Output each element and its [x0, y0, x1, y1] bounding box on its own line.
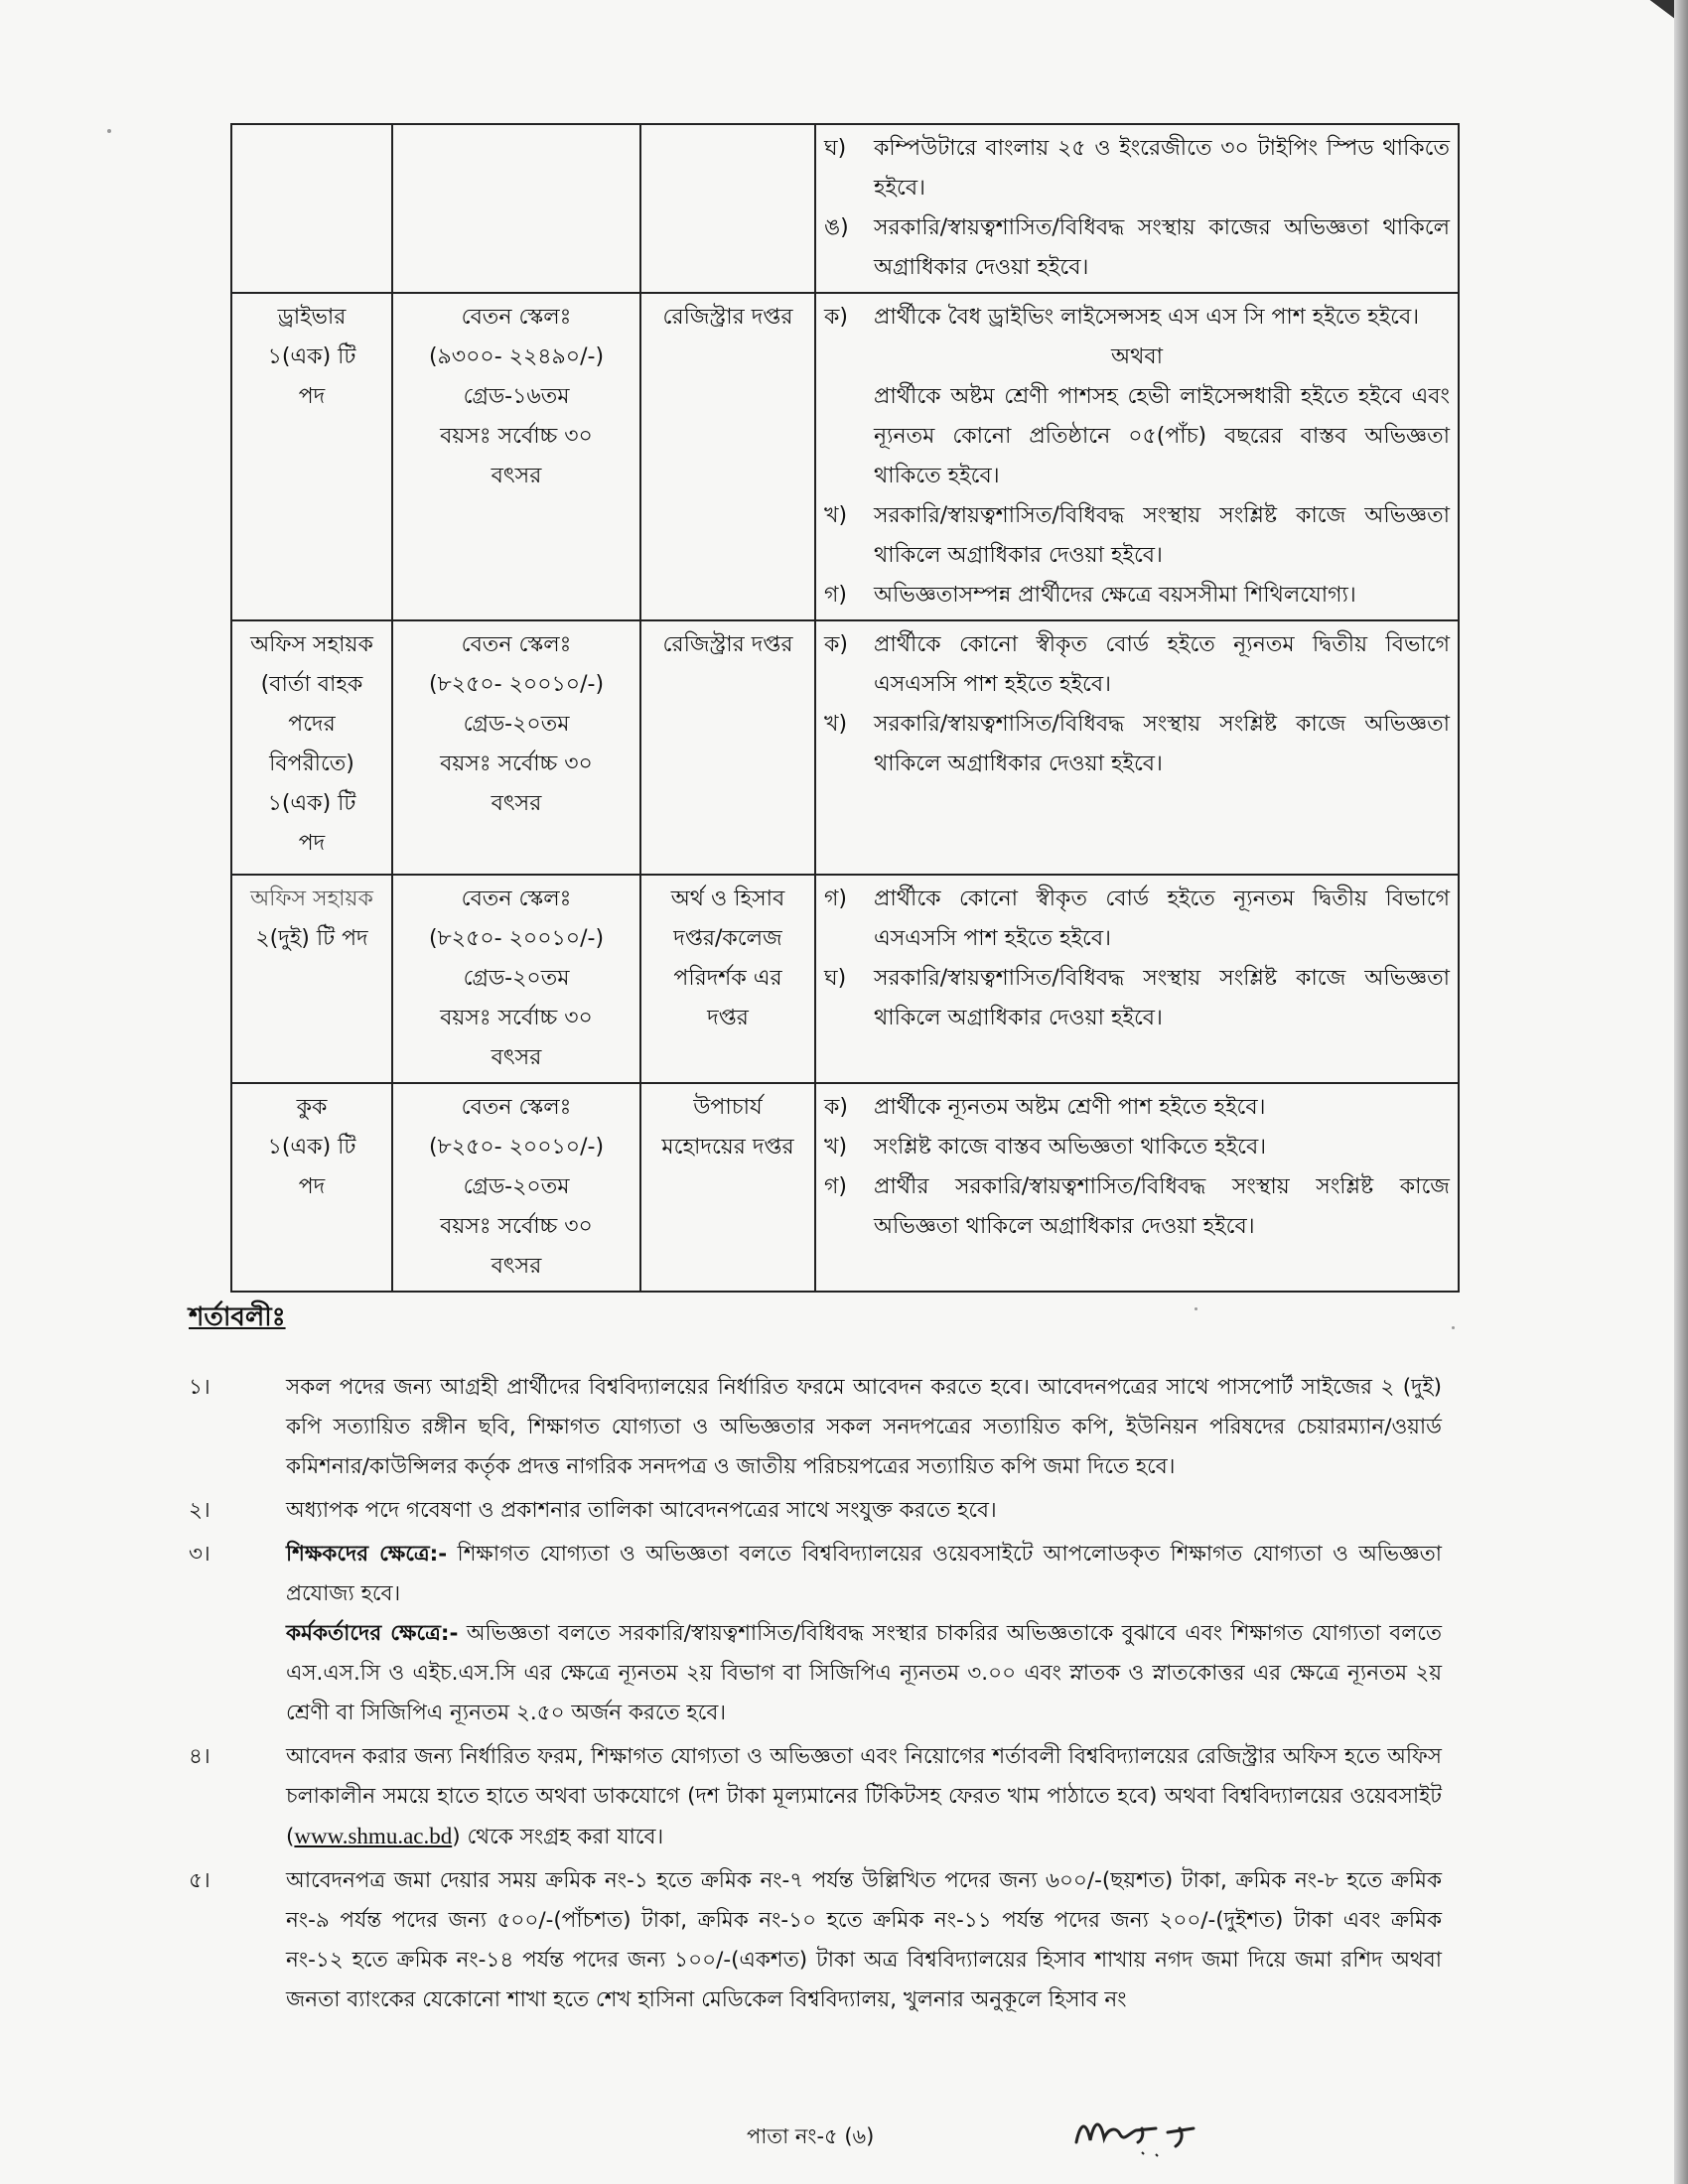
- requirement-marker: ঘ): [824, 136, 847, 161]
- term-text: [286, 1737, 1442, 1857]
- requirement-marker: ঙ): [824, 215, 849, 240]
- pay-scale-cell-line: বয়সঃ সর্বোচ্চ ৩০: [440, 424, 593, 449]
- post-name-cell: [231, 620, 392, 875]
- pay-scale-cell-line: বেতন স্কেলঃ: [461, 887, 572, 911]
- office-cell: [640, 124, 815, 293]
- page-number: পাতা নং-৫ (৬): [747, 2124, 875, 2148]
- post-name-cell: [231, 875, 392, 1083]
- post-name-cell-line: (বার্তা বাহক: [260, 672, 363, 697]
- post-name-cell-line: ২(দুই) টি পদ: [255, 926, 368, 951]
- pay-scale-cell-line: (৯৩০০- ২২৪৯০/-): [428, 344, 605, 369]
- post-name-cell-line: ১(এক) টি: [267, 791, 356, 816]
- office-cell-line: দপ্তর: [707, 1006, 749, 1030]
- post-name-cell-line: পদ: [298, 1174, 326, 1199]
- requirements-cell: [815, 293, 1459, 620]
- post-name-cell: [231, 1083, 392, 1292]
- office-cell-line: রেজিস্ট্রার দপ্তর: [662, 632, 793, 657]
- teachers-clause: [286, 1535, 1442, 1614]
- pay-scale-cell: [392, 875, 640, 1083]
- pay-scale-cell-line: বেতন স্কেলঃ: [461, 632, 572, 657]
- requirement-text: অভিজ্ঞতাসম্পন্ন প্রার্থীদের ক্ষেত্রে বয়সসীমা শিথিলযোগ্য।: [874, 583, 1356, 608]
- office-cell-line: মহোদয়ের দপ্তর: [661, 1135, 794, 1160]
- post-name-cell-line: অফিস সহায়ক: [250, 632, 373, 657]
- post-name-cell-line: ১(এক) টি: [267, 344, 356, 369]
- post-name-cell-line: পদ: [298, 384, 326, 409]
- post-row: [231, 124, 1459, 293]
- requirement-text: সংশ্লিষ্ট কাজে বাস্তব অভিজ্ঞতা থাকিতে হইবে।: [874, 1135, 1267, 1160]
- requirement-text: প্রার্থীকে কোনো স্বীকৃত বোর্ড হইতে ন্যূনতম দ্বিতীয় বিভাগে এসএসসি পাশ হইতে হইবে।: [874, 887, 1450, 951]
- pay-scale-cell-line: বয়সঃ সর্বোচ্চ ৩০: [440, 1006, 593, 1030]
- pay-scale-cell-line: বৎসর: [491, 791, 542, 816]
- teachers-label: শিক্ষকদের ক্ষেত্রে:-: [286, 1542, 448, 1567]
- term-text: [286, 1535, 1442, 1733]
- term-text-part: ) থেকে সংগ্রহ করা যাবে।: [452, 1825, 664, 1849]
- requirement-item: [824, 959, 1450, 1038]
- post-name-cell-line: পদ: [298, 831, 326, 856]
- requirement-text: সরকারি/স্বায়ত্বশাসিত/বিধিবদ্ধ সংস্থায় কাজের অভিজ্ঞতা থাকিলে অগ্রাধিকার দেওয়া হইবে।: [874, 215, 1450, 280]
- requirement-marker: গ): [824, 583, 848, 608]
- requirement-marker: ক): [824, 632, 848, 657]
- requirement-text: প্রার্থীর সরকারি/স্বায়ত্বশাসিত/বিধিবদ্ধ সংস্থায় সংশ্লিষ্ট কাজে অভিজ্ঞতা থাকিলে অগ্রাধিকার দেওয়া হইবে।: [874, 1174, 1450, 1239]
- pay-scale-cell-line: (৮২৫০- ২০০১০/-): [428, 1135, 605, 1160]
- scan-corner-mark: [1634, 0, 1674, 30]
- pay-scale-cell: [392, 124, 640, 293]
- requirement-text: প্রার্থীকে ন্যূনতম অষ্টম শ্রেণী পাশ হইতে হইবে।: [874, 1095, 1266, 1120]
- officers-label: কর্মকর্তাদের ক্ষেত্রে:-: [286, 1621, 459, 1646]
- requirement-text: সরকারি/স্বায়ত্বশাসিত/বিধিবদ্ধ সংস্থায় সংশ্লিষ্ট কাজে অভিজ্ঞতা থাকিলে অগ্রাধিকার দেওয়া হইবে।: [874, 712, 1450, 776]
- post-name-cell-line: বিপরীতে): [269, 751, 354, 776]
- office-cell: [640, 1083, 815, 1292]
- term-text: আবেদনপত্র জমা দেয়ার সময় ক্রমিক নং-১ হতে ক্রমিক নং-৭ পর্যন্ত উল্লিখিত পদের জন্য ৬০০/-(ছয়শত) টাকা, ক্রমিক নং-৮ হতে ক্রমিক নং-৯ পর্যন্ত পদের জন্য ৫০০/-(পাঁচশত) টাকা, ক্রমিক নং-১০ হতে ক্রমিক নং-১১ পর্যন্ত পদের জন্য ২০০/-(দুইশত) টাকা এবং ক্রমিক নং-১২ হতে ক্রমিক নং-১৪ পর্যন্ত পদের জন্য ১০০/-(একশত) টাকা অত্র বিশ্ববিদ্যালয়ের হিসাব শাখায় নগদ জমা দিয়ে জমা রশিদ অথবা জনতা ব্যাংকের যেকোনো শাখা হতে শেখ হাসিনা মেডিকেল বিশ্ববিদ্যালয়, খুলনার অনুকূলে হিসাব নং: [286, 1868, 1442, 2012]
- requirements-cell: [815, 875, 1459, 1083]
- scan-speck: [1195, 1307, 1197, 1310]
- term-item-1: [189, 1368, 1442, 1487]
- requirement-continuation: প্রার্থীকে অষ্টম শ্রেণী পাশসহ হেভী লাইসেন্সধারী হইতে হইবে এবং ন্যূনতম কোনো প্রতিষ্ঠানে ০৫(পাঁচ) বছরের বাস্তব অভিজ্ঞতা থাকিতে হইবে।: [874, 384, 1450, 488]
- requirement-marker: খ): [824, 712, 848, 737]
- pay-scale-cell-line: গ্রেড-১৬তম: [463, 384, 570, 409]
- requirement-marker: ক): [824, 305, 848, 330]
- requirement-item: [824, 298, 1450, 338]
- office-cell: [640, 293, 815, 620]
- terms-heading: শর্তাবলীঃ: [189, 1302, 286, 1332]
- requirement-item: [824, 880, 1450, 959]
- post-row: [231, 620, 1459, 875]
- requirement-item: [824, 1128, 1450, 1167]
- term-item-5: [189, 1861, 1442, 2020]
- office-cell-line: দপ্তর/কলেজ: [673, 926, 782, 951]
- office-cell: [640, 620, 815, 875]
- post-name-cell: [231, 124, 392, 293]
- term-number: ৫।: [189, 1868, 211, 1893]
- post-name-cell: [231, 293, 392, 620]
- office-cell-line: অর্থ ও হিসাব: [670, 887, 785, 911]
- term-item-3: [189, 1535, 1442, 1733]
- requirement-item: [824, 208, 1450, 288]
- pay-scale-cell-line: (৮২৫০- ২০০১০/-): [428, 926, 605, 951]
- pay-scale-cell-line: বয়সঃ সর্বোচ্চ ৩০: [440, 751, 593, 776]
- pay-scale-cell-line: গ্রেড-২০তম: [463, 712, 570, 737]
- term-item-2: [189, 1491, 1442, 1531]
- requirements-cell: [815, 124, 1459, 293]
- officers-clause: [286, 1614, 1442, 1733]
- scanned-page-edge: [1674, 0, 1688, 2184]
- post-name-cell-line: ড্রাইভার: [277, 305, 347, 330]
- requirement-item: [824, 705, 1450, 784]
- term-number: ১।: [189, 1375, 211, 1400]
- requirement-text: সরকারি/স্বায়ত্বশাসিত/বিধিবদ্ধ সংস্থায় সংশ্লিষ্ট কাজে অভিজ্ঞতা থাকিলে অগ্রাধিকার দেওয়া হইবে।: [874, 503, 1450, 568]
- post-name-cell-line: ১(এক) টি: [267, 1135, 356, 1160]
- requirement-marker: গ): [824, 1174, 848, 1199]
- requirement-marker: গ): [824, 887, 848, 911]
- office-cell-line: পরিদর্শক এর: [673, 966, 782, 991]
- terms-list: [189, 1368, 1442, 2024]
- office-cell-line: উপাচার্য: [693, 1095, 763, 1120]
- teachers-text: শিক্ষাগত যোগ্যতা ও অভিজ্ঞতা বলতে বিশ্ববিদ্যালয়ের ওয়েবসাইটে আপলোডকৃত শিক্ষাগত যোগ্যতা ও অভিজ্ঞতা প্রযোজ্য হবে।: [286, 1542, 1442, 1606]
- requirement-text: কম্পিউটারে বাংলায় ২৫ ও ইংরেজীতে ৩০ টাইপিং স্পিড থাকিতে হইবে।: [874, 136, 1450, 201]
- term-item-4: [189, 1737, 1442, 1857]
- pay-scale-cell-line: (৮২৫০- ২০০১০/-): [428, 672, 605, 697]
- website-link[interactable]: www.shmu.ac.bd: [294, 1824, 453, 1848]
- requirement-item: [824, 129, 1450, 208]
- pay-scale-cell-line: বয়সঃ সর্বোচ্চ ৩০: [440, 1214, 593, 1239]
- pay-scale-cell-line: বৎসর: [491, 1045, 542, 1070]
- pay-scale-cell-line: বৎসর: [491, 1254, 542, 1279]
- pay-scale-cell-line: বেতন স্কেলঃ: [461, 1095, 572, 1120]
- term-text: সকল পদের জন্য আগ্রহী প্রার্থীদের বিশ্ববিদ্যালয়ের নির্ধারিত ফরমে আবেদন করতে হবে। আবেদনপত্রের সাথে পাসপোর্ট সাইজের ২ (দুই) কপি সত্যায়িত রঙ্গীন ছবি, শিক্ষাগত যোগ্যতা ও অভিজ্ঞতার সকল সনদপত্রের সত্যায়িত কপি, ইউনিয়ন পরিষদের চেয়ারম্যান/ওয়ার্ড কমিশনার/কাউন্সিলর কর্তৃক প্রদত্ত নাগরিক সনদপত্র ও জাতীয় পরিচয়পত্রের সত্যায়িত কপি জমা দিতে হবে।: [286, 1375, 1442, 1479]
- posts-table-body: [231, 124, 1459, 1292]
- post-row: [231, 293, 1459, 620]
- post-name-cell-line: কুক: [296, 1095, 328, 1120]
- requirement-item: [824, 496, 1450, 576]
- pay-scale-cell-line: বৎসর: [491, 464, 542, 488]
- requirements-cell: [815, 1083, 1459, 1292]
- requirement-marker: খ): [824, 503, 848, 528]
- requirement-marker: ক): [824, 1095, 848, 1120]
- scan-speck: [107, 129, 111, 133]
- pay-scale-cell: [392, 293, 640, 620]
- pay-scale-cell: [392, 620, 640, 875]
- posts-table: [230, 123, 1460, 1293]
- office-cell: [640, 875, 815, 1083]
- requirement-text: সরকারি/স্বায়ত্বশাসিত/বিধিবদ্ধ সংস্থায় সংশ্লিষ্ট কাজে অভিজ্ঞতা থাকিলে অগ্রাধিকার দেওয়া হইবে।: [874, 966, 1450, 1030]
- requirement-or: অথবা: [1111, 344, 1163, 369]
- term-number: ৪।: [189, 1744, 211, 1769]
- term-text: অধ্যাপক পদে গবেষণা ও প্রকাশনার তালিকা আবেদনপত্রের সাথে সংযুক্ত করতে হবে।: [286, 1498, 997, 1523]
- post-row: [231, 875, 1459, 1083]
- handwritten-signature: [1072, 2103, 1201, 2162]
- term-number: ৩।: [189, 1542, 211, 1567]
- term-number: ২।: [189, 1498, 211, 1523]
- officers-text: অভিজ্ঞতা বলতে সরকারি/স্বায়ত্বশাসিত/বিধিবদ্ধ সংস্থার চাকরির অভিজ্ঞতাকে বুঝাবে এবং শিক্ষাগত যোগ্যতা বলতে এস.এস.সি ও এইচ.এস.সি এর ক্ষেত্রে ন্যূনতম ২য় বিভাগ বা সিজিপিএ ন্যূনতম ৩.০০ এবং স্নাতক ও স্নাতকোত্তর এর ক্ষেত্রে ন্যূনতম ২য় শ্রেণী বা সিজিপিএ ন্যূনতম ২.৫০ অর্জন করতে হবে।: [286, 1621, 1442, 1725]
- office-cell-line: রেজিস্ট্রার দপ্তর: [662, 305, 793, 330]
- requirement-marker: ঘ): [824, 966, 847, 991]
- requirement-text: প্রার্থীকে কোনো স্বীকৃত বোর্ড হইতে ন্যূনতম দ্বিতীয় বিভাগে এসএসসি পাশ হইতে হইবে।: [874, 632, 1450, 697]
- post-name-cell-line: অফিস সহায়ক: [250, 887, 373, 911]
- requirement-item: [824, 1088, 1450, 1128]
- term-text-part: আবেদন করার জন্য নির্ধারিত ফরম, শিক্ষাগত যোগ্যতা ও অভিজ্ঞতা এবং নিয়োগের শর্তাবলী বিশ্ববিদ্যালয়ের রেজিস্ট্রার অফিস হতে অফিস চলাকালীন সময়ে হাতে হাতে অথবা ডাকযোগে (দশ টাকা মূল্যমানের টিকিটসহ ফেরত খাম পাঠাতে হবে) অথবা বিশ্ববিদ্যালয়ের ওয়েবসাইট (: [286, 1744, 1442, 1849]
- requirement-item: [824, 576, 1450, 615]
- requirement-marker: খ): [824, 1135, 848, 1160]
- requirement-item: [824, 1167, 1450, 1247]
- pay-scale-cell-line: বেতন স্কেলঃ: [461, 305, 572, 330]
- pay-scale-cell-line: গ্রেড-২০তম: [463, 966, 570, 991]
- pay-scale-cell: [392, 1083, 640, 1292]
- requirement-text: প্রার্থীকে বৈধ ড্রাইভিং লাইসেন্সসহ এস এস সি পাশ হইতে হইবে।: [874, 305, 1420, 330]
- pay-scale-cell-line: গ্রেড-২০তম: [463, 1174, 570, 1199]
- scan-speck: [1452, 1326, 1455, 1329]
- requirement-item: [824, 625, 1450, 705]
- requirements-cell: [815, 620, 1459, 875]
- post-name-cell-line: পদের: [288, 712, 336, 737]
- post-row: [231, 1083, 1459, 1292]
